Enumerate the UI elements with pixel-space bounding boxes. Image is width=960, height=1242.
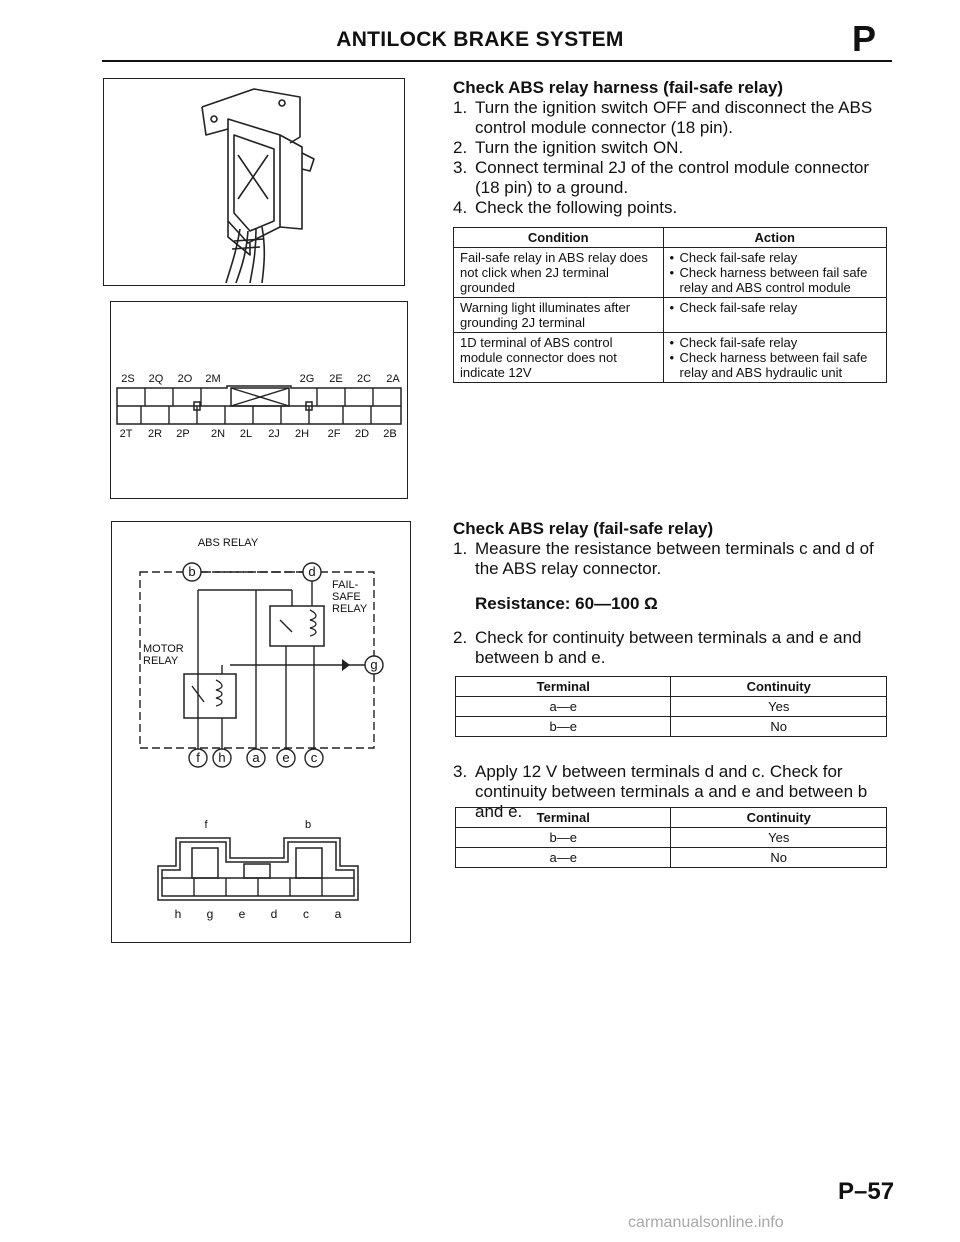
relay-check-title: Check ABS relay (fail-safe relay): [453, 519, 714, 538]
upper-cavity: [296, 848, 322, 878]
table-header-row: [454, 228, 887, 248]
step-text: Turn the ignition switch ON.: [475, 138, 684, 157]
terminal-letter: a: [252, 750, 260, 765]
step-text: Check for continuity between terminals a and e and between b and e.: [475, 628, 862, 667]
condition-cell: 1D terminal of ABS control module connector does not indicate 12V: [454, 333, 664, 383]
relay-check-step-2: [453, 628, 889, 668]
pin-label-bottom: 2T: [119, 428, 133, 440]
harness-step-1: [453, 98, 889, 138]
pin-label-top: 2A: [386, 373, 400, 385]
pin-label-top: 2C: [356, 373, 372, 385]
action-list: [670, 300, 880, 315]
table-header-row: [456, 677, 887, 697]
key-cavity: [244, 864, 270, 878]
step-number: 1.: [453, 539, 468, 558]
harness-check-title: Check ABS relay harness (fail-safe relay): [453, 78, 784, 97]
action-cell: [663, 248, 886, 298]
table-row: [456, 697, 887, 717]
terminal-cell: a—e: [456, 697, 671, 717]
connector-top-label: f: [204, 819, 208, 831]
step-number: 2.: [453, 138, 468, 157]
pin-label-top: 2M: [205, 373, 221, 385]
pin-label-top: 2O: [177, 373, 193, 385]
pin-label-bottom: 2D: [354, 428, 370, 440]
continuity-cell: No: [671, 848, 887, 868]
fail-safe-label: RELAY: [332, 603, 368, 615]
fail-safe-relay-box: [270, 606, 324, 646]
terminal-letter: d: [308, 564, 316, 579]
motor-relay-label: MOTOR: [143, 643, 184, 655]
connector-bottom-label: d: [270, 907, 278, 921]
step-text: Connect terminal 2J of the control module connector (18 pin) to a ground.: [475, 158, 870, 197]
condition-cell: Warning light illuminates after grounding 2J terminal: [454, 298, 664, 333]
table-header-row: [456, 808, 887, 828]
connector-top-label: b: [304, 819, 312, 831]
continuity-table-2: [455, 807, 887, 868]
step-number: 2.: [453, 628, 468, 647]
step-text: Measure the resistance between terminals c and d of the ABS relay connector.: [475, 539, 874, 578]
pin-label-top: 2Q: [148, 373, 164, 385]
figure-abs-relay: [111, 521, 411, 943]
step-text: Turn the ignition switch OFF and disconnect the ABS control module connector (18 pin).: [475, 98, 873, 137]
pin-label-bottom: 2B: [383, 428, 397, 440]
step-number: 3.: [453, 158, 468, 177]
connector-bottom-label: c: [303, 907, 309, 921]
continuity-cell: No: [671, 717, 887, 737]
connector-diagram: [111, 302, 407, 498]
table-row: [456, 828, 887, 848]
column-header-condition: Condition: [454, 228, 664, 248]
terminal-cell: b—e: [456, 828, 671, 848]
action-cell: [663, 333, 886, 383]
resistance-spec: Resistance: 60—100 Ω: [475, 594, 658, 613]
connector-bottom-label: a: [334, 907, 342, 921]
pin-label-bottom: 2N: [210, 428, 226, 440]
terminal-letter: h: [218, 750, 226, 765]
action-item: • Check harness between fail safe relay and ABS control module: [670, 265, 880, 295]
action-item: • Check fail-safe relay: [670, 250, 880, 265]
table-row: [456, 717, 887, 737]
connector-bottom-label: h: [174, 907, 182, 921]
switch-contact: [280, 620, 292, 632]
terminal-letter: g: [370, 657, 378, 672]
table-row: [454, 248, 887, 298]
action-list: [670, 250, 880, 295]
section-letter: P: [852, 18, 877, 59]
pin-label-bottom: 2L: [239, 428, 253, 440]
terminal-letter: b: [188, 564, 196, 579]
harness-step-2: [453, 138, 889, 158]
action-list: [670, 335, 880, 380]
abs-relay-diagram: [112, 522, 410, 942]
pin-label-top: 2E: [329, 373, 343, 385]
column-header-terminal: Terminal: [456, 808, 671, 828]
page-header-title: ANTILOCK BRAKE SYSTEM: [336, 28, 624, 51]
harness-check-steps: [453, 98, 889, 218]
header-rule: [102, 60, 892, 62]
harness-step-4: [453, 198, 889, 218]
terminal-letter: f: [196, 750, 200, 765]
terminal-letter: c: [310, 750, 318, 765]
column-header-terminal: Terminal: [456, 677, 671, 697]
table-row: [454, 298, 887, 333]
relay-step-1: [453, 539, 889, 579]
action-item: • Check fail-safe relay: [670, 335, 880, 350]
column-header-continuity: Continuity: [671, 808, 887, 828]
continuity-cell: Yes: [671, 828, 887, 848]
control-module-illustration: [104, 79, 404, 285]
connector-bottom-label: g: [206, 907, 214, 921]
harness-condition-table: [453, 227, 887, 383]
figure-control-module-connector: [110, 301, 408, 499]
pin-label-bottom: 2F: [327, 428, 341, 440]
diode-symbol: [342, 659, 350, 671]
table-row: [456, 848, 887, 868]
harness-step-3: [453, 158, 889, 198]
figure-control-module: [103, 78, 405, 286]
page-number: P–57: [838, 1178, 895, 1205]
pin-label-bottom: 2R: [147, 428, 163, 440]
motor-relay-box: [184, 674, 236, 718]
terminal-letter: e: [282, 750, 290, 765]
relay-check-step-1: [453, 539, 889, 579]
step-text: Apply 12 V between terminals d and c. Check for continuity between terminals a and e and between b and e.: [475, 762, 868, 821]
pin-label-bottom: 2H: [294, 428, 310, 440]
pin-label-top: 2G: [299, 373, 315, 385]
connector-outline: [117, 386, 401, 424]
action-item: • Check fail-safe relay: [670, 300, 880, 315]
step-number: 3.: [453, 762, 468, 781]
relay-title: ABS RELAY: [197, 537, 259, 549]
motor-relay-label: RELAY: [143, 655, 179, 667]
watermark: carmanualsonline.info: [628, 1214, 784, 1231]
terminal-cell: b—e: [456, 717, 671, 737]
upper-cavity: [192, 848, 218, 878]
step-text: Check the following points.: [475, 198, 678, 217]
action-item: • Check harness between fail safe relay and ABS hydraulic unit: [670, 350, 880, 380]
continuity-table-1: [455, 676, 887, 737]
step-number: 1.: [453, 98, 468, 117]
coil-symbol: [310, 610, 316, 636]
step-number: 4.: [453, 198, 468, 217]
continuity-cell: Yes: [671, 697, 887, 717]
column-header-continuity: Continuity: [671, 677, 887, 697]
column-header-action: Action: [663, 228, 886, 248]
terminal-cell: a—e: [456, 848, 671, 868]
fail-safe-label: FAIL-: [332, 579, 359, 591]
condition-cell: Fail-safe relay in ABS relay does not click when 2J terminal grounded: [454, 248, 664, 298]
table-row: [454, 333, 887, 383]
relay-step-2: [453, 628, 889, 668]
pin-label-bottom: 2J: [268, 428, 280, 440]
coil-symbol: [216, 680, 222, 706]
pin-label-bottom: 2P: [176, 428, 190, 440]
connector-bottom-label: e: [238, 907, 246, 921]
fail-safe-label: SAFE: [332, 591, 361, 603]
pin-label-top: 2S: [121, 373, 135, 385]
action-cell: [663, 298, 886, 333]
